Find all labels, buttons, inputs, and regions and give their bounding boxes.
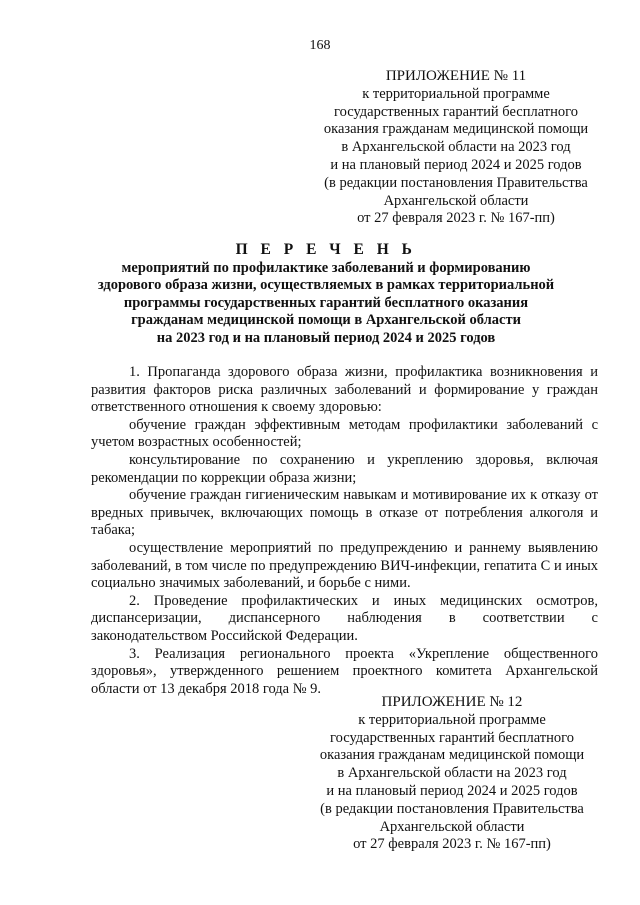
- document-heading: [80, 240, 572, 347]
- appendix-11-line: и на плановый период 2024 и 2025 годов: [330, 156, 582, 173]
- appendix-12-line: от 27 февраля 2023 г. № 167-пп): [353, 836, 551, 853]
- appendix-12-line: (в редакции постановления Правительства: [320, 800, 584, 817]
- appendix-12-line: оказания гражданам медицинской помощи: [319, 747, 585, 764]
- appendix-11-title: ПРИЛОЖЕНИЕ № 11: [385, 68, 527, 84]
- appendix-12-line: к территориальной программе: [358, 711, 546, 728]
- appendix-11-line: в Архангельской области на 2023 год: [341, 139, 571, 156]
- page-number: 168: [309, 38, 331, 53]
- heading-line: программы государственных гарантий бесплатного оказания: [123, 294, 529, 311]
- appendix-12-line: и на плановый период 2024 и 2025 годов: [326, 782, 578, 799]
- appendix-12-line: государственных гарантий бесплатного: [330, 729, 574, 746]
- heading-title: П Е Р Е Ч Е Н Ь: [235, 241, 417, 258]
- paragraph: обучение граждан эффективным методам профилактики заболеваний с учетом возрастных особенностей;: [91, 416, 598, 451]
- appendix-11-line: Архангельской области: [383, 192, 529, 209]
- heading-line: здорового образа жизни, осуществляемых в рамках территориальной: [97, 277, 555, 294]
- appendix-12-line: в Архангельской области на 2023 год: [337, 765, 567, 782]
- paragraph: 3. Реализация регионального проекта «Укрепление общественного здоровья», утвержденного решением проектного комитета Архангельской области от 13 декабря 2018 года № 9.: [91, 645, 598, 697]
- appendix-11-line: государственных гарантий бесплатного: [334, 103, 578, 120]
- paragraph: консультирование по сохранению и укреплению здоровья, включая рекомендации по коррекции образа жизни;: [91, 451, 598, 486]
- paragraph: обучение граждан гигиеническим навыкам и мотивирование их к отказу от вредных привычек, включающих помощь в отказе от потребления алкоголя и табака;: [91, 487, 598, 539]
- heading-line: гражданам медицинской помощи в Архангельской области: [131, 312, 521, 329]
- appendix-12-header: [296, 694, 608, 854]
- appendix-12-line: Архангельской области: [379, 818, 525, 835]
- paragraph: 2. Проведение профилактических и иных медицинских осмотров, диспансеризации, диспансерного наблюдения в соответствии с законодательством Российской Федерации.: [91, 592, 598, 644]
- heading-line: на 2023 год и на плановый период 2024 и 2025 годов: [156, 329, 496, 346]
- appendix-11-line: к территориальной программе: [362, 85, 550, 102]
- appendix-11-line: оказания гражданам медицинской помощи: [323, 121, 589, 138]
- paragraph: 1. Пропаганда здорового образа жизни, профилактика возникновения и развития факторов риска различных заболеваний и формирование у граждан ответственного отношения к своему здоровью:: [91, 364, 598, 416]
- appendix-12-title: ПРИЛОЖЕНИЕ № 12: [381, 694, 523, 710]
- appendix-11-header: [300, 68, 612, 228]
- document-body: [91, 364, 598, 698]
- heading-line: мероприятий по профилактике заболеваний и формированию: [121, 260, 531, 276]
- appendix-11-line: (в редакции постановления Правительства: [324, 174, 588, 191]
- paragraph: осуществление мероприятий по предупреждению и раннему выявлению заболеваний, в том числе по предупреждению ВИЧ-инфекции, гепатита С и иных социально значимых заболеваний, и борьбе с ними.: [91, 539, 598, 592]
- appendix-11-line: от 27 февраля 2023 г. № 167-пп): [357, 210, 555, 227]
